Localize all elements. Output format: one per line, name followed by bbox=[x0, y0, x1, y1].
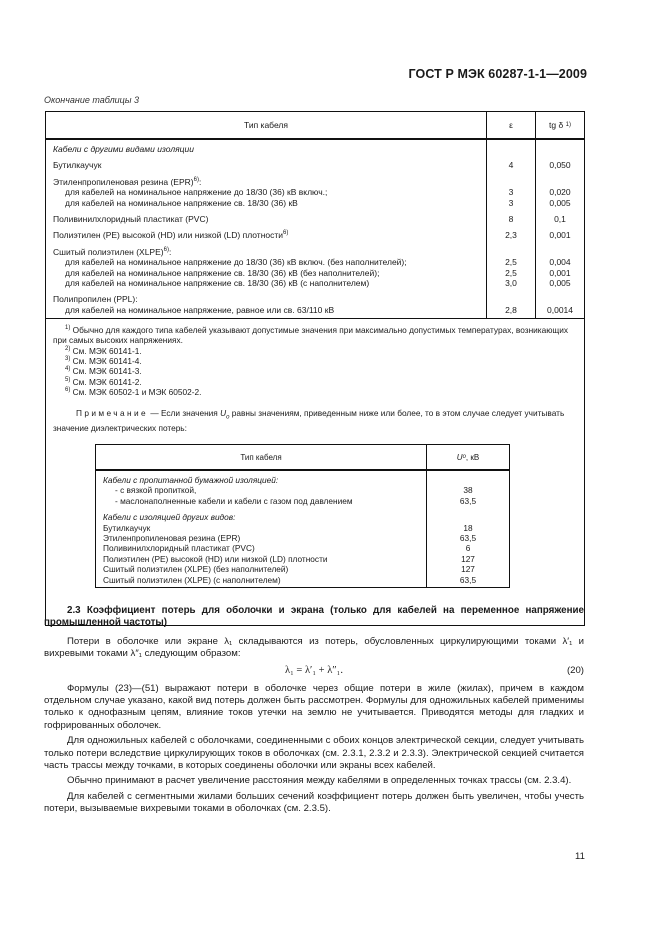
inner-cable-type-cell: Этиленпропиленовая резина (EPR) bbox=[103, 532, 241, 543]
uo-value-cell bbox=[427, 512, 509, 522]
footnote-text: Обычно для каждого типа кабелей указывают допустимые значения при максимально допустимых температурах, возникающих при самых высоких напряжениях. bbox=[53, 325, 569, 346]
footnote-list bbox=[53, 325, 578, 397]
footnote-text: См. МЭК 60141-1. bbox=[70, 345, 142, 356]
row-group bbox=[487, 230, 535, 240]
note-label: Примечание bbox=[76, 408, 149, 419]
paragraph: Для одножильных кабелей с оболочками, соединенными с обоих концов электрической секции, следует учитывать только потери вследствие циркулирующих токов в оболочках (см. 2.3.1, 2.3.2 и 2.3.3). Электрической секцией считается часть трассы между точками, в которых соединены оболочки или экраны всех кабелей. bbox=[44, 735, 584, 772]
epsilon-cell: 8 bbox=[508, 213, 514, 224]
uo-value-cell: 63,5 bbox=[459, 574, 477, 585]
table-note bbox=[53, 408, 578, 433]
header-epsilon: ε bbox=[487, 112, 536, 138]
footnote-text: См. МЭК 60141-2. bbox=[70, 376, 142, 387]
paragraph: Для кабелей с сегментными жилами больших сечений коэффициент потерь должен быть увеличен, чтобы учесть потери, вызываемые вихревыми токами в оболочках (см. 2.3.5). bbox=[44, 790, 584, 815]
footnote-text: См. МЭК 60141-3. bbox=[70, 366, 142, 377]
uo-symbol: U bbox=[220, 408, 227, 419]
uo-value-cell: 6 bbox=[465, 543, 471, 554]
footnote-ref: 1) bbox=[565, 122, 571, 128]
row-group bbox=[487, 177, 535, 208]
uo-value-cell: 38 bbox=[463, 485, 473, 496]
footnote-mark: 5) bbox=[65, 376, 71, 383]
cable-type-text: для кабелей на номинальное напряжение св. 18/30 (36) кВ (с наполнителем) bbox=[65, 277, 370, 288]
epsilon-cell: 2,5 bbox=[505, 257, 517, 268]
cable-type-text: Полиэтилен (PE) высокой (HD) или низкой (LD) плотности bbox=[53, 230, 284, 241]
cable-type-cell bbox=[53, 268, 486, 278]
table-caption: Окончание таблицы 3 bbox=[44, 95, 139, 105]
paragraph: Обычно принимают в расчет увеличение расстояния между кабелями в определенных точках трассы (см. 2.3.4). bbox=[67, 775, 572, 787]
uo-symbol: U bbox=[456, 452, 463, 462]
inner-column-cable-type bbox=[96, 471, 427, 587]
section-2-3 bbox=[44, 605, 584, 816]
tg-delta-cell: 0,0014 bbox=[547, 304, 573, 315]
footnote bbox=[53, 387, 578, 397]
tg-delta-cell: 0,004 bbox=[549, 257, 571, 268]
note-dash: — bbox=[148, 408, 161, 419]
row-group bbox=[53, 230, 486, 240]
row-group bbox=[536, 144, 584, 154]
cable-type-cell bbox=[53, 278, 486, 288]
cable-type-cell bbox=[53, 305, 486, 315]
cable-type-cell bbox=[53, 198, 486, 208]
punctuation: : bbox=[198, 176, 202, 187]
column-epsilon bbox=[487, 140, 536, 318]
section-intro: Потери в оболочке или экране λ₁ складываются из потерь, обусловленных циркулирующими токами λ′₁ и вихревыми токами λ″₁ следующим образом: bbox=[44, 635, 584, 660]
footnote-ref: 6) bbox=[283, 230, 289, 237]
cable-type-text: для кабелей на номинальное напряжение, равное или св. 63/110 кВ bbox=[65, 304, 335, 315]
footnote-mark: 4) bbox=[65, 366, 71, 373]
tg-delta-cell: 0,001 bbox=[549, 267, 571, 278]
formula-20 bbox=[44, 664, 584, 680]
row-group bbox=[53, 144, 486, 154]
header-tg-label: tg δ bbox=[549, 120, 564, 130]
epsilon-cell: 2,5 bbox=[505, 267, 517, 278]
inner-cable-type-cell: Сшитый полиэтилен (XLPE) (с наполнителем) bbox=[103, 574, 281, 585]
tg-delta-cell: 0,1 bbox=[554, 213, 566, 224]
uo-value-cell: 127 bbox=[461, 564, 475, 575]
row-group bbox=[53, 214, 486, 224]
inner-column-uo bbox=[427, 471, 509, 587]
footnote-ref: 6) bbox=[193, 176, 199, 183]
row-group bbox=[53, 247, 486, 289]
footnote bbox=[53, 377, 578, 387]
uo-value-cell: 63,5 bbox=[459, 532, 477, 543]
tg-delta-cell bbox=[536, 177, 584, 187]
footnote-ref: 6) bbox=[163, 246, 169, 253]
inner-cable-type-cell: Полиэтилен (PE) высокой (HD) или низкой (LD) плотности bbox=[103, 553, 328, 564]
section-title: 2.3 Коэффициент потерь для оболочки и экрана (только для кабелей на переменное напряжение промышленной частоты) bbox=[44, 605, 584, 629]
cable-type-cell bbox=[53, 187, 486, 197]
epsilon-cell: 3 bbox=[508, 187, 514, 198]
tg-delta-cell: 0,020 bbox=[549, 187, 571, 198]
formula-expression: λ₁ = λ′₁ + λ″₁. bbox=[285, 664, 343, 676]
epsilon-cell bbox=[487, 294, 535, 304]
cable-type-cell bbox=[53, 247, 486, 257]
uo-value-cell: 18 bbox=[463, 522, 473, 533]
tg-delta-cell bbox=[536, 294, 584, 304]
cable-type-cell bbox=[53, 230, 486, 240]
footnote-mark: 3) bbox=[65, 355, 71, 362]
epsilon-cell: 2,3 bbox=[505, 230, 517, 241]
table-header-row bbox=[46, 112, 584, 140]
uo-value-cell: 63,5 bbox=[459, 495, 477, 506]
footnote-mark: 2) bbox=[65, 345, 71, 352]
uo-threshold-table bbox=[95, 444, 510, 588]
cable-type-text: Этиленпропиленовая резина (EPR) bbox=[53, 176, 194, 187]
row-group bbox=[536, 177, 584, 208]
row-group bbox=[53, 160, 486, 170]
tg-delta-cell: 0,005 bbox=[549, 277, 571, 288]
row-group bbox=[536, 214, 584, 224]
note-text: Если значения bbox=[160, 408, 221, 419]
uo-unit: , кВ bbox=[465, 452, 480, 462]
formula-number: (20) bbox=[566, 664, 584, 676]
cable-type-text: Сшитый полиэтилен (XLPE) bbox=[53, 246, 164, 257]
cable-type-text: для кабелей на номинальное напряжение до 18/30 (36) кВ включ. (без наполнителей); bbox=[65, 257, 407, 268]
footnote-mark: 6) bbox=[65, 386, 71, 393]
inner-header-uo bbox=[427, 445, 509, 469]
tg-delta-cell bbox=[536, 247, 584, 257]
footnote bbox=[53, 325, 578, 346]
epsilon-cell: 4 bbox=[508, 160, 514, 171]
row-group bbox=[536, 230, 584, 240]
inner-cable-type-cell: - с вязкой пропиткой, bbox=[115, 485, 197, 496]
epsilon-cell bbox=[487, 247, 535, 257]
epsilon-cell: 3,0 bbox=[505, 277, 517, 288]
cable-type-cell bbox=[53, 214, 486, 224]
cable-type-text: Полипропилен (PPL): bbox=[53, 294, 138, 305]
inner-table-body bbox=[96, 471, 509, 587]
row-group bbox=[487, 214, 535, 224]
footnote-mark: 1) bbox=[65, 325, 71, 332]
tg-delta-cell: 0,050 bbox=[549, 160, 571, 171]
cable-type-text: для кабелей на номинальное напряжение св. 18/30 (36) кВ (без наполнителей); bbox=[65, 267, 380, 278]
cable-type-cell bbox=[53, 160, 486, 170]
column-tg-delta bbox=[536, 140, 584, 318]
cable-type-text: Поливинилхлоридный пластикат (PVC) bbox=[53, 213, 209, 224]
row-group bbox=[53, 294, 486, 315]
row-group bbox=[103, 475, 426, 506]
uo-value-cell bbox=[427, 475, 509, 485]
inner-cable-type-cell: Бутилкаучук bbox=[103, 522, 151, 533]
row-group bbox=[536, 294, 584, 315]
epsilon-cell bbox=[487, 177, 535, 187]
tg-delta-cell bbox=[536, 144, 584, 154]
row-group bbox=[536, 247, 584, 289]
note-text-after: равны значениям, приведенным ниже или более, то в этом случае следует учитывать значение диэлектрических потерь: bbox=[53, 408, 565, 434]
header-tg-delta bbox=[536, 112, 584, 138]
column-cable-type bbox=[46, 140, 487, 318]
page-number: 11 bbox=[575, 851, 585, 862]
inner-cable-type-cell: Кабели с пропитанной бумажной изоляцией: bbox=[103, 475, 279, 485]
cable-type-text: Бутилкаучук bbox=[53, 160, 102, 171]
epsilon-cell: 2,8 bbox=[505, 304, 517, 315]
row-group bbox=[487, 294, 535, 315]
cable-type-text: для кабелей на номинальное напряжение до 18/30 (36) кВ включ.; bbox=[65, 187, 328, 198]
cable-type-cell bbox=[53, 294, 486, 304]
table-body bbox=[46, 140, 584, 318]
footnote bbox=[53, 366, 578, 376]
row-group bbox=[427, 512, 509, 585]
tg-delta-cell: 0,005 bbox=[549, 197, 571, 208]
header-cable-type: Тип кабеля bbox=[46, 112, 487, 138]
cable-type-text: Кабели с другими видами изоляции bbox=[53, 144, 194, 154]
cable-type-cell bbox=[53, 257, 486, 267]
row-group bbox=[487, 144, 535, 154]
standard-id-header: ГОСТ Р МЭК 60287-1-1—2009 bbox=[408, 67, 587, 81]
uo-subscript: o bbox=[226, 414, 230, 421]
inner-cable-type-cell: Кабели с изоляцией других видов: bbox=[103, 512, 236, 523]
tg-delta-cell: 0,001 bbox=[549, 230, 571, 241]
cable-type-cell bbox=[53, 177, 486, 187]
row-group bbox=[487, 160, 535, 170]
cable-type-cell bbox=[53, 144, 486, 154]
footnote-text: См. МЭК 60502-1 и МЭК 60502-2. bbox=[70, 386, 202, 397]
epsilon-cell bbox=[487, 144, 535, 154]
footnote bbox=[53, 356, 578, 366]
footnote bbox=[53, 346, 578, 356]
row-group bbox=[103, 512, 426, 585]
inner-cable-type-cell: Поливинилхлоридный пластикат (PVC) bbox=[103, 543, 255, 554]
row-group bbox=[427, 475, 509, 506]
cable-type-text: для кабелей на номинальное напряжение св. 18/30 (36) кВ bbox=[65, 197, 298, 208]
inner-cable-type-cell: Сшитый полиэтилен (XLPE) (без наполнителей) bbox=[103, 564, 289, 575]
inner-table-header-row bbox=[96, 445, 509, 471]
epsilon-cell: 3 bbox=[508, 197, 514, 208]
uo-subscript: o bbox=[462, 454, 466, 460]
row-group bbox=[536, 160, 584, 170]
row-group bbox=[487, 247, 535, 289]
paragraph: Формулы (23)—(51) выражают потери в оболочке через общие потери в жиле (жилах), причем в каждом отдельном случае указано, какой вид потерь должен быть рассмотрен. Формулы для одножильных кабелей применимы только к однофазным цепям, влияние токов утечки на землю не учитывается. Приводятся методы для гладких и гофрированных оболочек. bbox=[44, 682, 584, 731]
inner-header-cable-type: Тип кабеля bbox=[96, 445, 427, 469]
punctuation: : bbox=[168, 246, 172, 257]
row-group bbox=[53, 177, 486, 208]
uo-value-cell: 127 bbox=[461, 553, 475, 564]
inner-cable-type-cell: - маслонаполненные кабели и кабели с газом под давлением bbox=[115, 495, 353, 506]
footnote-text: См. МЭК 60141-4. bbox=[70, 355, 142, 366]
